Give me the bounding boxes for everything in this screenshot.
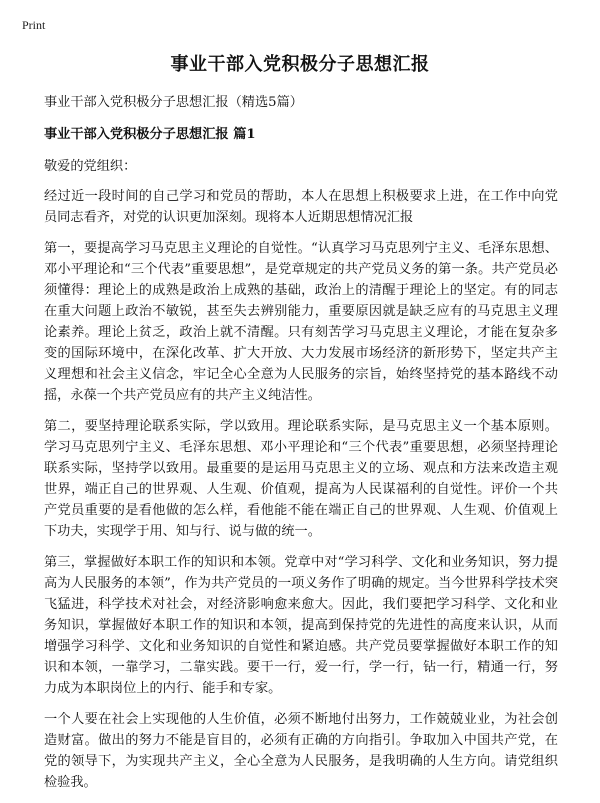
paragraph: 第三，掌握做好本职工作的知识和本领。党章中对“学习科学、文化和业务知识，努力提高为人民服务的本领”，作为共产党员的一项义务作了明确的规定。当今世界科学技术突飞猛进，科学技术对社会，对经济影响愈来愈大。因此，我们要把学习科学、文化和业务知识，掌握做好本职工作的知识和本领，提高到保持党的先进性的高度来认识，从而增强学习科学、文化和业务知识的自觉性和紧迫感。共产党员要掌握做好本职工作的知识和本领，一靠学习，二靠实践。要干一行，爱一行，学一行，钻一行，精通一行，努力成为本职岗位上的内行、能手和专家。 [44,555,558,696]
salutation: 敬爱的党组织： [44,159,137,174]
paragraph: 经过近一段时间的自己学习和党员的帮助，本人在思想上积极要求上进，在工作中向党员同志看齐，对党的认识更加深刻。现将本人近期思想情况汇报 [44,189,558,225]
document-body [44,92,558,803]
page-title: 事业干部入党积极分子思想汇报 [170,54,430,75]
section-heading: 事业干部入党积极分子思想汇报 篇1 [44,127,256,142]
paragraph: 第一，要提高学习马克思主义理论的自觉性。“认真学习马克思列宁主义、毛泽东思想、邓小平理论和“三个代表”重要思想”，是党章规定的共产党员义务的第一条。共产党员必须懂得：理论上的成熟是政治上成熟的基础，政治上的清醒于理论上的坚定。有的同志在重大问题上政治不敏锐，甚至失去辨别能力，重要原因就是缺乏应有的马克思主义理论素养。理论上贫乏，政治上就不清醒。只有刻苦学习马克思主义理论，才能在复杂多变的国际环境中，在深化改革、扩大开放、大力发展市场经济的新形势下，坚定共产主义理想和社会主义信念，牢记全心全意为人民服务的宗旨，始终坚持党的基本路线不动摇，永葆一个共产党员应有的共产主义纯洁性。 [44,241,558,403]
print-link[interactable]: Print [22,18,46,32]
paragraph: 一个人要在社会上实现他的人生价值，必须不断地付出努力，工作兢兢业业，为社会创造财富。做出的努力不能是盲目的，必须有正确的方向指引。争取加入中国共产党，在党的领导下，为实现共产主义，全心全意为人民服务，是我明确的人生方向。请党组织检验我。 [44,712,558,790]
document-subtitle: 事业干部入党积极分子思想汇报（精选5篇） [44,95,303,110]
paragraph: 第二，要坚持理论联系实际，学以致用。理论联系实际，是马克思主义一个基本原则。学习马克思列宁主义、毛泽东思想、邓小平理论和“三个代表”重要思想，必须坚持理论联系实际，坚持学以致用。最重要的是运用马克思主义的立场、观点和方法来改造主观世界，端正自己的世界观、人生观、价值观，提高为人民谋福利的自觉性。评价一个共产党员重要的是看他做的怎么样，看他能不能在端正自己的世界观、人生观、价值观上下功夫，实现学于用、知与行、说与做的统一。 [44,419,558,539]
